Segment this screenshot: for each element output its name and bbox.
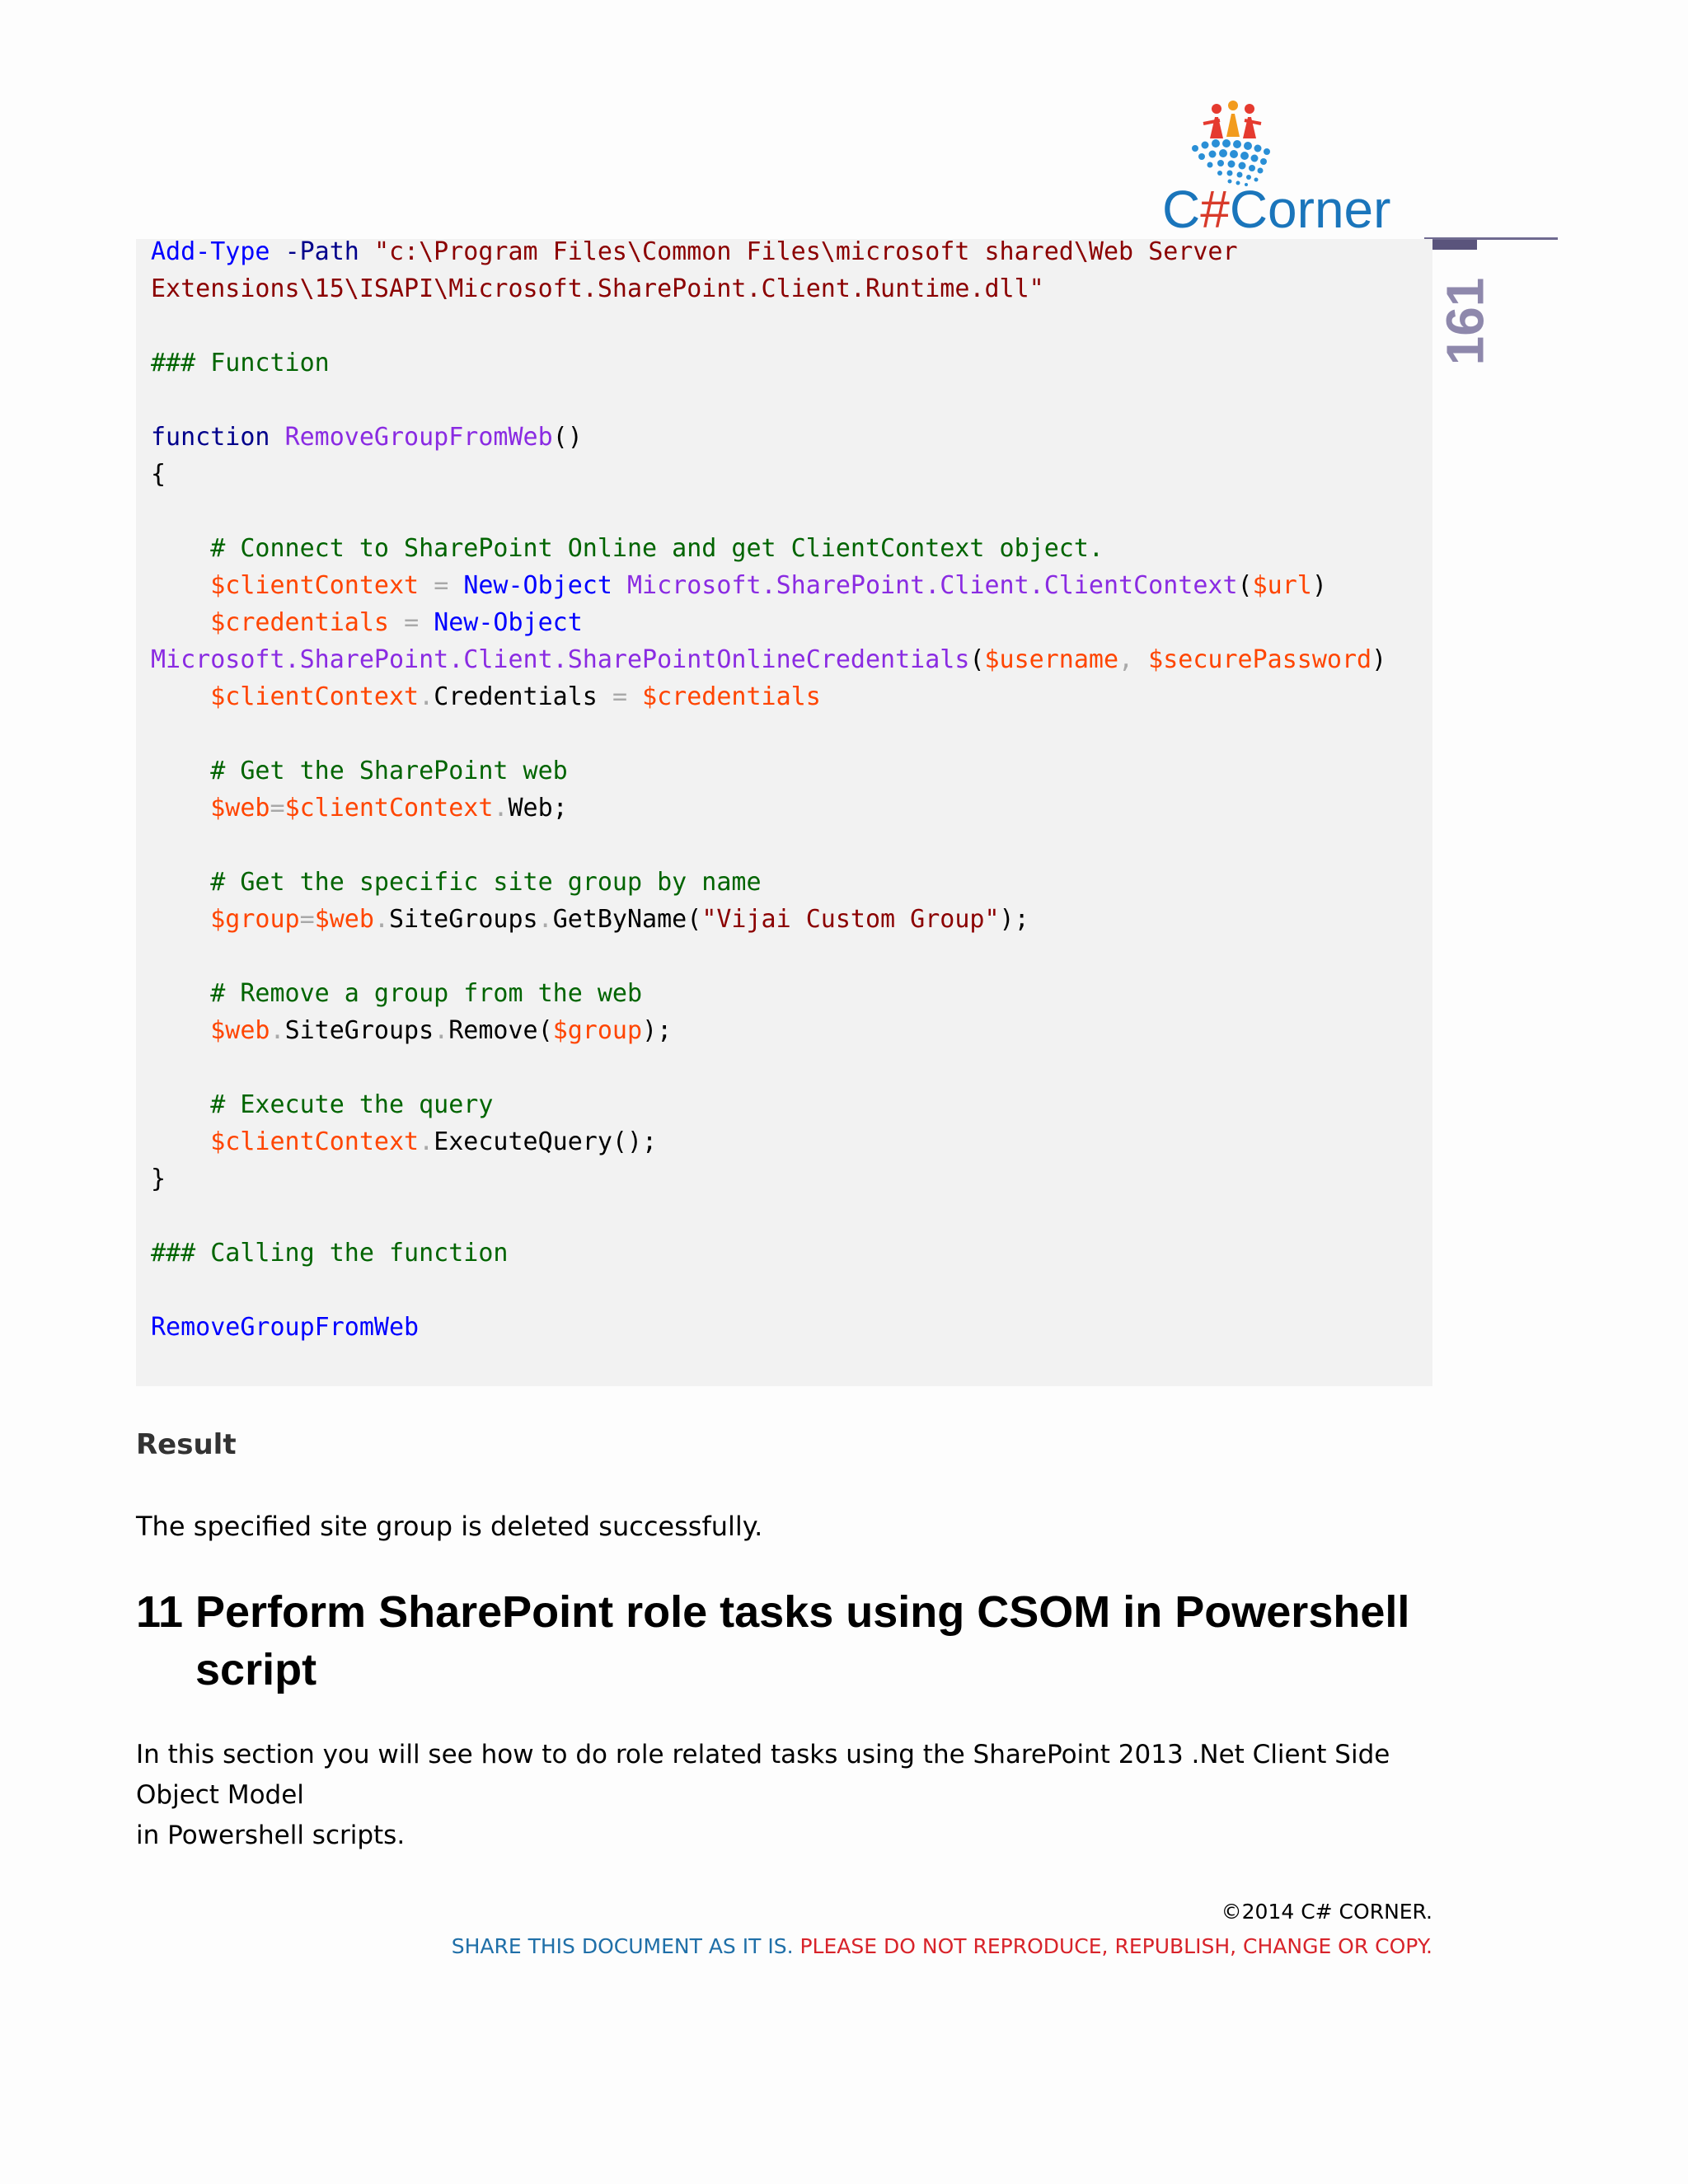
code-token: GetByName( bbox=[552, 905, 702, 934]
logo-text-corner: Corner bbox=[1229, 180, 1391, 239]
code-token: RemoveGroupFromWeb bbox=[151, 1313, 420, 1342]
code-line bbox=[151, 752, 1386, 790]
code-token bbox=[612, 571, 627, 600]
code-token bbox=[270, 423, 285, 452]
copyright-notice: ©2014 C# CORNER. bbox=[1221, 1900, 1432, 1924]
code-token: Credentials bbox=[434, 682, 612, 711]
code-line bbox=[151, 382, 1386, 419]
code-token: $url bbox=[1252, 571, 1312, 600]
code-token: . bbox=[434, 1016, 449, 1045]
code-token bbox=[151, 794, 210, 823]
code-line bbox=[151, 604, 1386, 641]
code-line bbox=[151, 1309, 1386, 1346]
code-token: $clientContext bbox=[210, 1127, 420, 1156]
code-token bbox=[151, 534, 210, 563]
code-token: # Connect to SharePoint Online and get ClientContext object. bbox=[210, 534, 1104, 563]
page-number-text: 161 bbox=[1435, 277, 1494, 366]
code-token: $web bbox=[210, 794, 270, 823]
code-token: Web; bbox=[508, 794, 568, 823]
code-token: function bbox=[151, 423, 270, 452]
code-token bbox=[151, 682, 210, 711]
code-token: ExecuteQuery(); bbox=[434, 1127, 658, 1156]
code-token: ### Function bbox=[151, 349, 330, 377]
section-title-line1: Perform SharePoint role tasks using CSOM in Powershell bbox=[195, 1587, 1410, 1637]
section-intro-line1: In this section you will see how to do role related tasks using the SharePoint 2013 .Net Client Side Object Model bbox=[136, 1740, 1390, 1810]
code-token: } bbox=[151, 1165, 166, 1193]
code-line bbox=[151, 344, 1386, 382]
section-title-line2: script bbox=[195, 1645, 317, 1694]
code-token: # Get the specific site group by name bbox=[210, 868, 762, 897]
code-token: SiteGroups bbox=[284, 1016, 434, 1045]
code-token: $clientContext bbox=[284, 794, 494, 823]
code-token: $web bbox=[314, 905, 374, 934]
code-line bbox=[151, 901, 1386, 938]
code-line bbox=[151, 975, 1386, 1012]
code-line bbox=[151, 270, 1386, 307]
section-intro bbox=[136, 1735, 1447, 1856]
code-token: $group bbox=[210, 905, 300, 934]
code-token: # Get the SharePoint web bbox=[210, 757, 568, 785]
code-token: = bbox=[270, 794, 285, 823]
code-token: New-Object bbox=[463, 571, 612, 600]
code-token: $group bbox=[552, 1016, 643, 1045]
code-line bbox=[151, 307, 1386, 344]
code-line bbox=[151, 1197, 1386, 1235]
code-token: . bbox=[270, 1016, 285, 1045]
code-line bbox=[151, 864, 1386, 901]
code-token: . bbox=[419, 1127, 434, 1156]
code-token: ); bbox=[642, 1016, 673, 1045]
code-token: () bbox=[552, 423, 583, 452]
code-token: ); bbox=[999, 905, 1029, 934]
code-token bbox=[151, 1090, 210, 1119]
code-token: Extensions\15\ISAPI\Microsoft.SharePoint.Client.Runtime.dll" bbox=[151, 274, 1044, 303]
result-heading: Result bbox=[136, 1428, 237, 1461]
code-line bbox=[151, 530, 1386, 567]
code-token: Remove( bbox=[448, 1016, 553, 1045]
code-line bbox=[151, 233, 1386, 270]
code-token: ( bbox=[1237, 571, 1253, 600]
code-token: Microsoft.SharePoint.Client.ClientContext bbox=[627, 571, 1238, 600]
code-line bbox=[151, 1123, 1386, 1160]
section-number: 11 bbox=[136, 1587, 184, 1637]
code-token: # Remove a group from the web bbox=[210, 979, 643, 1008]
code-token bbox=[151, 905, 210, 934]
c-sharp-corner-logo bbox=[1154, 99, 1418, 239]
code-token: $clientContext bbox=[210, 682, 420, 711]
logo-text bbox=[1162, 180, 1391, 239]
code-token: # Execute the query bbox=[210, 1090, 494, 1119]
logo-globe-icon bbox=[1179, 99, 1319, 190]
code-token: Add-Type bbox=[151, 237, 270, 266]
code-token bbox=[270, 237, 285, 266]
code-token bbox=[419, 608, 434, 637]
code-token bbox=[151, 1127, 210, 1156]
code-line bbox=[151, 938, 1386, 975]
code-token bbox=[151, 608, 210, 637]
code-line bbox=[151, 1086, 1386, 1123]
code-token bbox=[151, 1016, 210, 1045]
code-token: . bbox=[493, 794, 509, 823]
code-token: ( bbox=[969, 645, 985, 674]
code-line bbox=[151, 641, 1386, 678]
code-token: . bbox=[537, 905, 553, 934]
code-line bbox=[151, 493, 1386, 530]
code-token: $username bbox=[984, 645, 1119, 674]
code-token bbox=[1133, 645, 1148, 674]
code-token bbox=[448, 571, 463, 600]
code-token: Microsoft.SharePoint.Client.SharePointOnlineCredentials bbox=[151, 645, 970, 674]
code-token: $credentials bbox=[642, 682, 821, 711]
code-line bbox=[151, 678, 1386, 715]
code-token: = bbox=[404, 608, 420, 637]
code-token: ) bbox=[1311, 571, 1327, 600]
code-line bbox=[151, 419, 1386, 456]
code-line bbox=[151, 715, 1386, 752]
code-token bbox=[627, 682, 642, 711]
code-line bbox=[151, 1012, 1386, 1049]
logo-text-c: C bbox=[1162, 180, 1201, 239]
code-token: ### Calling the function bbox=[151, 1239, 509, 1268]
code-line bbox=[151, 567, 1386, 604]
code-token: $securePassword bbox=[1148, 645, 1372, 674]
code-token: $credentials bbox=[210, 608, 389, 637]
code-token bbox=[359, 237, 374, 266]
code-token: -Path bbox=[284, 237, 359, 266]
code-line bbox=[151, 1272, 1386, 1309]
code-line bbox=[151, 1235, 1386, 1272]
code-token: , bbox=[1118, 645, 1134, 674]
code-token: "c:\Program Files\Common Files\microsoft shared\Web Server bbox=[373, 237, 1238, 266]
code-line bbox=[151, 456, 1386, 493]
code-token: ) bbox=[1372, 645, 1387, 674]
code-token: . bbox=[419, 682, 434, 711]
share-notice bbox=[452, 1934, 1432, 1958]
code-token bbox=[151, 868, 210, 897]
code-token: $web bbox=[210, 1016, 270, 1045]
code-token bbox=[151, 979, 210, 1008]
code-line bbox=[151, 790, 1386, 827]
code-token: = bbox=[299, 905, 315, 934]
code-token: New-Object bbox=[434, 608, 583, 637]
code-token bbox=[419, 571, 434, 600]
code-token: RemoveGroupFromWeb bbox=[284, 423, 553, 452]
code-token: . bbox=[373, 905, 389, 934]
code-token: = bbox=[434, 571, 449, 600]
section-heading bbox=[136, 1583, 1438, 1699]
code-line bbox=[151, 1049, 1386, 1086]
code-token bbox=[151, 757, 210, 785]
code-token: { bbox=[151, 460, 166, 489]
section-intro-line2: in Powershell scripts. bbox=[136, 1821, 406, 1850]
code-line bbox=[151, 827, 1386, 864]
code-token: "Vijai Custom Group" bbox=[701, 905, 1000, 934]
logo-text-hash: # bbox=[1200, 180, 1230, 239]
code-token: = bbox=[612, 682, 627, 711]
code-token: $clientContext bbox=[210, 571, 420, 600]
code-line bbox=[151, 1160, 1386, 1197]
share-notice-blue: SHARE THIS DOCUMENT AS IT IS. bbox=[451, 1934, 800, 1958]
code-token bbox=[151, 571, 210, 600]
page-number bbox=[1436, 268, 1493, 375]
code-token: SiteGroups bbox=[389, 905, 538, 934]
result-text: The specified site group is deleted successfully. bbox=[136, 1511, 763, 1542]
code-token bbox=[389, 608, 404, 637]
code-block bbox=[151, 233, 1386, 1346]
share-notice-red: PLEASE DO NOT REPRODUCE, REPUBLISH, CHANGE OR COPY. bbox=[799, 1934, 1432, 1958]
